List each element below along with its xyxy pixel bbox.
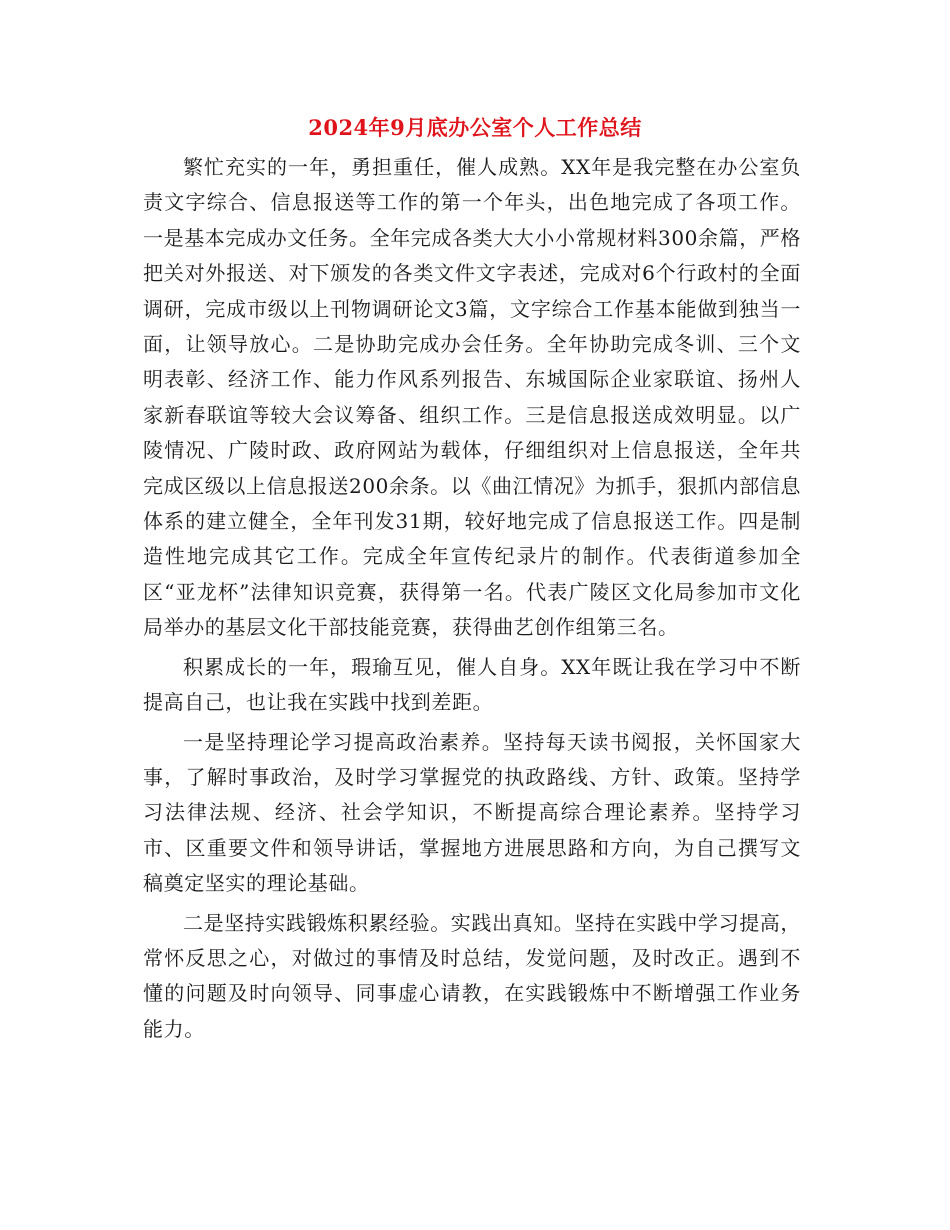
paragraph-1: 繁忙充实的一年，勇担重任，催人成熟。XX年是我完整在办公室负责文字综合、信息报送等工作的第一个年头，出色地完成了各项工作。一是基本完成办文任务。全年完成各类大大小小常规材料300余篇，严格把关对外报送、对下颁发的各类文件文字表述，完成对6个行政村的全面调研，完成市级以上刊物调研论文3篇，文字综合工作基本能做到独当一面，让领导放心。二是协助完成办会任务。全年协助完成冬训、三个文明表彰、经济工作、能力作风系列报告、东城国际企业家联谊、扬州人家新春联谊等较大会议筹备、组织工作。三是信息报送成效明显。以广陵情况、广陵时政、政府网站为载体，仔细组织对上信息报送，全年共完成区级以上信息报送200余条。以《曲江情况》为抓手，狠抓内部信息体系的建立健全，全年刊发31期，较好地完成了信息报送工作。四是制造性地完成其它工作。完成全年宣传纪录片的制作。代表街道参加全区“亚龙杯”法律知识竞赛，获得第一名。代表广陵区文化局参加市文化局举办的基层文化干部技能竞赛，获得曲艺创作组第三名。 bbox=[143, 155, 801, 640]
document-title: 2024年9月底办公室个人工作总结 bbox=[308, 115, 642, 140]
paragraph-4: 二是坚持实践锻炼积累经验。实践出真知。坚持在实践中学习提高，常怀反思之心，对做过的事情及时总结，发觉问题，及时改正。遇到不懂的问题及时向领导、同事虚心请教，在实践锻炼中不断增强工作业务能力。 bbox=[143, 910, 801, 1041]
document-body bbox=[143, 150, 801, 1051]
paragraph-3: 一是坚持理论学习提高政治素养。坚持每天读书阅报，关怀国家大事，了解时事政治，及时学习掌握党的执政路线、方针、政策。坚持学习法律法规、经济、社会学知识，不断提高综合理论素养。坚持学习市、区重要文件和领导讲话，掌握地方进展思路和方向，为自己撰写文稿奠定坚实的理论基础。 bbox=[143, 729, 801, 896]
paragraph-2: 积累成长的一年，瑕瑜互见，催人自身。XX年既让我在学习中不断提高自己，也让我在实践中找到差距。 bbox=[143, 654, 801, 715]
